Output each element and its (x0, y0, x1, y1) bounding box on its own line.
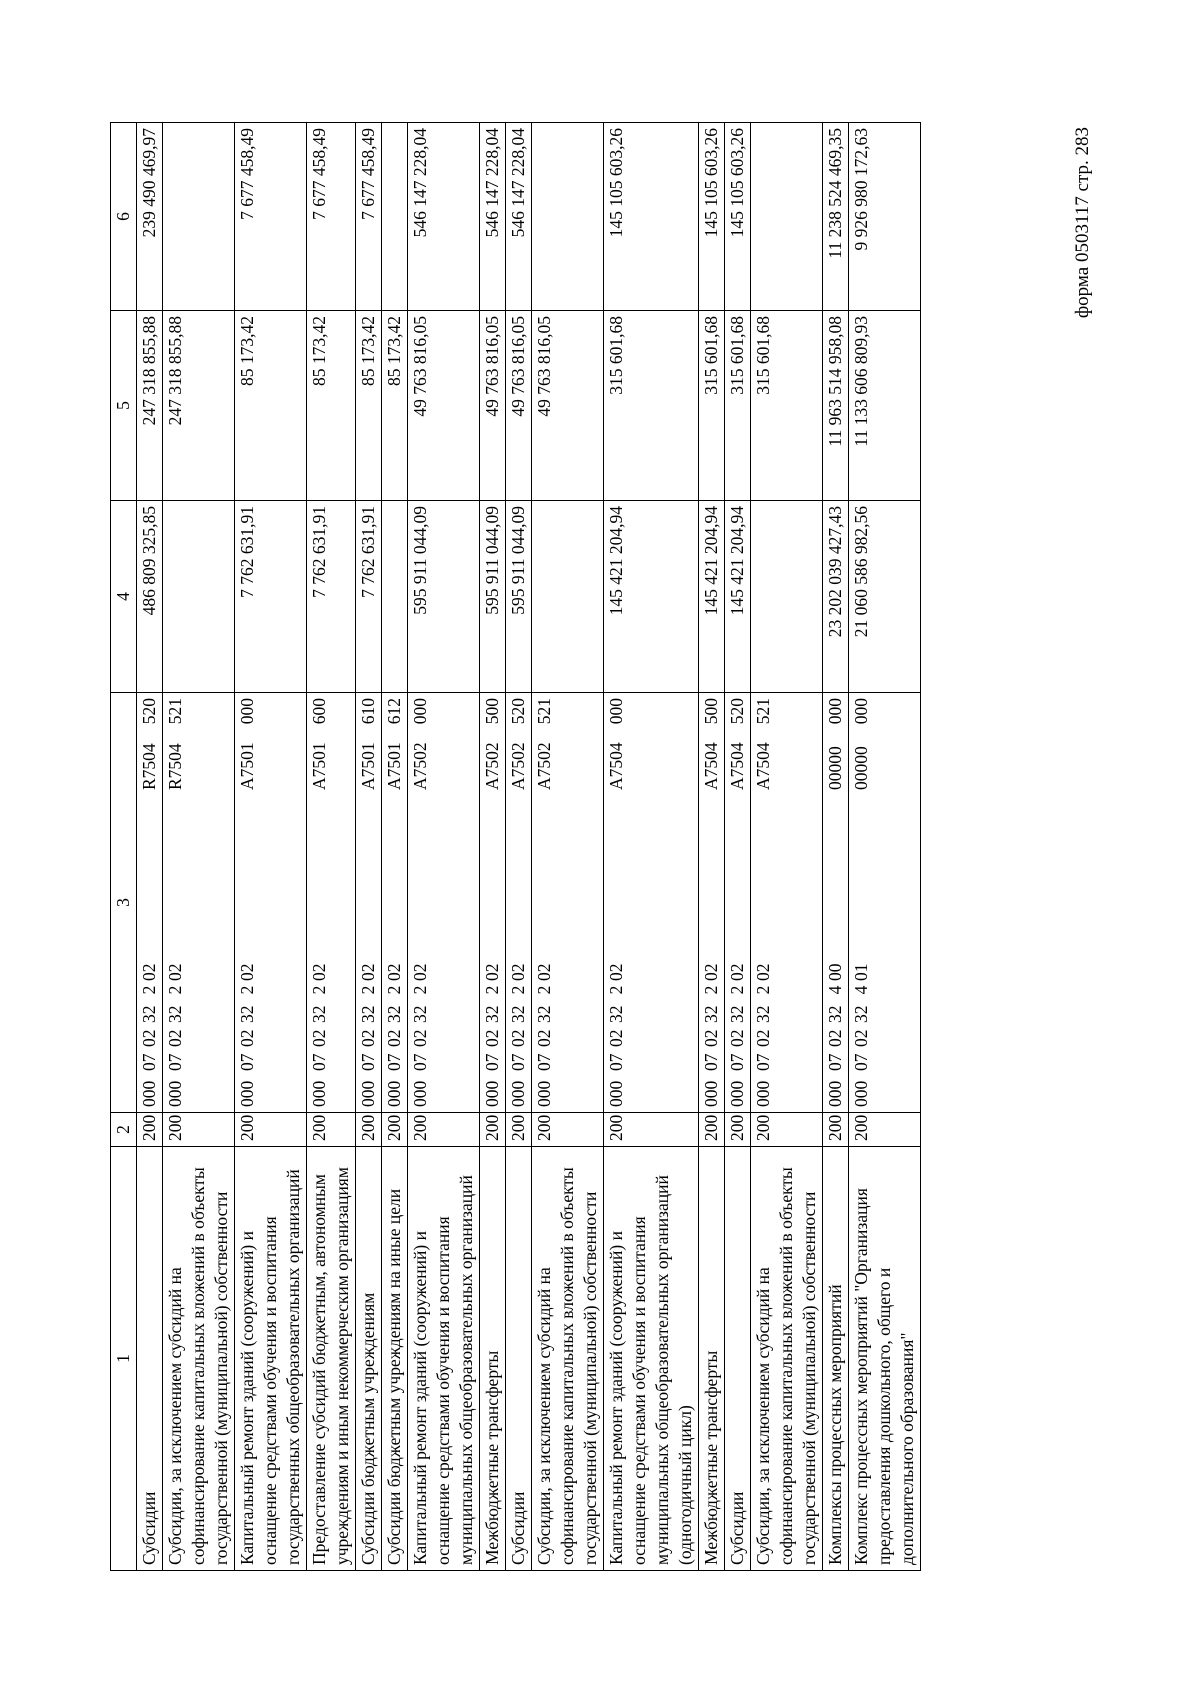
budget-code-part: 02 (165, 963, 185, 981)
budget-code-part: 02 (139, 1029, 159, 1047)
budget-code-part: 000 (309, 1080, 329, 1107)
row-name: Субсидии, за исключением субсидий на софинансирование капитальных вложений в объекты государственной (муниципальной) собственности (532, 1147, 604, 1571)
row-budget-code (532, 693, 604, 1113)
table-row (235, 123, 307, 1571)
row-line-code: 200 (751, 1113, 823, 1147)
budget-code-part: 02 (534, 1029, 554, 1047)
budget-code-part: 000 (410, 698, 430, 725)
budget-code-part: 000 (606, 1080, 626, 1107)
table-row (699, 123, 725, 1571)
row-line-code: 200 (163, 1113, 235, 1147)
budget-code-parts (481, 698, 504, 1107)
budget-code-part: 000 (825, 1080, 845, 1107)
budget-code-part: 000 (851, 698, 871, 725)
budget-code-part: A7501 (309, 742, 329, 790)
row-executed-amount: 85 173,42 (307, 311, 356, 501)
budget-code-part: 32 (701, 1005, 721, 1023)
budget-code-part: A7502 (534, 742, 554, 790)
table-row (356, 123, 382, 1571)
budget-code-part: 02 (753, 963, 773, 981)
budget-code-part: A7501 (384, 742, 404, 790)
row-unexecuted-amount: 7 677 458,49 (356, 123, 382, 311)
row-executed-amount: 315 601,68 (751, 311, 823, 501)
budget-code-part: 02 (851, 1029, 871, 1047)
budget-code-part: 02 (606, 1029, 626, 1047)
budget-code-part: R7504 (165, 743, 185, 790)
budget-code-part: 2 (165, 985, 185, 995)
row-budget-code (699, 693, 725, 1113)
budget-code-gap (700, 790, 723, 955)
budget-code-gap (236, 790, 259, 955)
row-line-code: 200 (532, 1113, 604, 1147)
budget-code-part: 02 (384, 1029, 404, 1047)
budget-code-parts (700, 698, 723, 1107)
row-executed-amount: 11 963 514 958,08 (823, 311, 849, 501)
budget-code-part: 01 (851, 963, 871, 981)
table-row (849, 123, 921, 1571)
table-row (506, 123, 532, 1571)
budget-code-part: A7504 (701, 742, 721, 790)
column-header: 2 (111, 1113, 137, 1147)
budget-code-part: 02 (309, 1029, 329, 1047)
budget-code-part: 000 (358, 1080, 378, 1107)
row-name: Субсидии (506, 1147, 532, 1571)
budget-code-parts (357, 698, 380, 1107)
budget-code-part: 07 (165, 1053, 185, 1071)
row-executed-amount: 49 763 816,05 (506, 311, 532, 501)
budget-code-part: 000 (825, 698, 845, 725)
budget-code-part: 32 (851, 1005, 871, 1023)
report-table (110, 122, 921, 1571)
budget-code-part: 07 (508, 1053, 528, 1071)
row-budget-code (408, 693, 480, 1113)
budget-code-part: 612 (384, 698, 404, 725)
budget-code-part: 07 (139, 1053, 159, 1071)
budget-code-gap (605, 790, 628, 955)
budget-code-part: 2 (508, 985, 528, 995)
budget-code-part: 000 (701, 1080, 721, 1107)
row-approved-amount: 21 060 586 982,56 (849, 501, 921, 693)
budget-code-parts (164, 698, 187, 1107)
table-row (163, 123, 235, 1571)
budget-code-part: 000 (410, 1080, 430, 1107)
budget-code-gap (164, 790, 187, 955)
budget-code-part: 520 (727, 698, 747, 725)
row-unexecuted-amount: 145 105 603,26 (604, 123, 699, 311)
row-approved-amount: 595 911 044,09 (506, 501, 532, 693)
budget-code-part: 02 (410, 1029, 430, 1047)
table-row (408, 123, 480, 1571)
budget-code-part: 2 (237, 985, 257, 995)
budget-code-part: 32 (482, 1005, 502, 1023)
budget-code-part: A7501 (358, 742, 378, 790)
budget-code-part: 000 (606, 698, 626, 725)
row-budget-code (235, 693, 307, 1113)
budget-code-part: 02 (237, 1029, 257, 1047)
budget-code-gap (308, 790, 331, 955)
budget-code-part: 000 (851, 1080, 871, 1107)
row-budget-code (849, 693, 921, 1113)
form-header: форма 0503117 стр. 283 (1072, 127, 1093, 319)
row-name: Комплексы процессных мероприятий (823, 1147, 849, 1571)
budget-code-part: 02 (482, 963, 502, 981)
budget-code-parts (138, 698, 161, 1107)
budget-code-part: 02 (606, 963, 626, 981)
budget-code-part: 02 (701, 963, 721, 981)
budget-code-part: 2 (482, 985, 502, 995)
row-executed-amount: 85 173,42 (356, 311, 382, 501)
row-approved-amount: 486 809 325,85 (137, 501, 163, 693)
budget-code-part: 07 (753, 1053, 773, 1071)
budget-code-part: A7504 (606, 742, 626, 790)
budget-code-part: 000 (534, 1080, 554, 1107)
row-executed-amount: 49 763 816,05 (480, 311, 506, 501)
row-name: Предоставление субсидий бюджетным, автономным учреждениям и иным некоммерческим организациям (307, 1147, 356, 1571)
budget-code-part: 000 (753, 1080, 773, 1107)
row-budget-code (382, 693, 408, 1113)
budget-code-gap (481, 790, 504, 955)
budget-code-part: 000 (384, 1080, 404, 1107)
budget-code-part: 07 (358, 1053, 378, 1071)
budget-code-part: 00000 (851, 746, 871, 790)
column-header: 4 (111, 501, 137, 693)
row-approved-amount: 7 762 631,91 (307, 501, 356, 693)
budget-code-gap (383, 790, 406, 955)
budget-code-part: 02 (358, 963, 378, 981)
row-executed-amount: 49 763 816,05 (408, 311, 480, 501)
row-line-code: 200 (408, 1113, 480, 1147)
budget-code-gap (138, 790, 161, 955)
budget-code-part: 32 (534, 1005, 554, 1023)
budget-code-parts (850, 698, 873, 1107)
budget-code-part: 02 (237, 963, 257, 981)
row-executed-amount: 85 173,42 (235, 311, 307, 501)
budget-code-part: 02 (410, 963, 430, 981)
row-line-code: 200 (356, 1113, 382, 1147)
row-line-code: 200 (235, 1113, 307, 1147)
budget-code-part: 07 (825, 1053, 845, 1071)
row-line-code: 200 (823, 1113, 849, 1147)
row-approved-amount: 595 911 044,09 (408, 501, 480, 693)
budget-code-part: 000 (727, 1080, 747, 1107)
row-line-code: 200 (604, 1113, 699, 1147)
row-budget-code (604, 693, 699, 1113)
row-executed-amount: 247 318 855,88 (137, 311, 163, 501)
budget-code-gap (726, 790, 749, 955)
row-approved-amount: 145 421 204,94 (604, 501, 699, 693)
column-header: 1 (111, 1147, 137, 1571)
row-name: Межбюджетные трансферты (699, 1147, 725, 1571)
budget-code-part: A7504 (727, 742, 747, 790)
row-name: Субсидии бюджетным учреждениям на иные цели (382, 1147, 408, 1571)
budget-code-part: 000 (482, 1080, 502, 1107)
row-unexecuted-amount (532, 123, 604, 311)
budget-code-part: 2 (410, 985, 430, 995)
budget-code-part: 4 (851, 985, 871, 995)
row-line-code: 200 (506, 1113, 532, 1147)
budget-code-part: 2 (309, 985, 329, 995)
row-executed-amount: 85 173,42 (382, 311, 408, 501)
budget-code-part: 07 (851, 1053, 871, 1071)
row-budget-code (356, 693, 382, 1113)
budget-code-parts (409, 698, 432, 1107)
budget-code-part: 00000 (825, 746, 845, 790)
row-budget-code (307, 693, 356, 1113)
budget-code-part: 32 (727, 1005, 747, 1023)
budget-code-part: 02 (701, 1029, 721, 1047)
row-line-code: 200 (307, 1113, 356, 1147)
row-name: Субсидии (137, 1147, 163, 1571)
budget-code-part: A7504 (753, 742, 773, 790)
budget-code-part: 02 (384, 963, 404, 981)
budget-code-part: 07 (410, 1053, 430, 1071)
budget-code-part: 600 (309, 698, 329, 725)
row-unexecuted-amount: 145 105 603,26 (725, 123, 751, 311)
row-budget-code (137, 693, 163, 1113)
column-header: 3 (111, 693, 137, 1113)
budget-code-part: 520 (139, 698, 159, 725)
budget-code-part: 2 (358, 985, 378, 995)
table-row (823, 123, 849, 1571)
row-unexecuted-amount: 11 238 524 469,35 (823, 123, 849, 311)
row-unexecuted-amount: 7 677 458,49 (235, 123, 307, 311)
row-line-code: 200 (137, 1113, 163, 1147)
column-header: 6 (111, 123, 137, 311)
budget-code-part: 32 (237, 1005, 257, 1023)
row-line-code: 200 (699, 1113, 725, 1147)
row-executed-amount: 315 601,68 (699, 311, 725, 501)
budget-code-part: 2 (139, 985, 159, 995)
row-approved-amount: 7 762 631,91 (356, 501, 382, 693)
row-budget-code (751, 693, 823, 1113)
row-budget-code (163, 693, 235, 1113)
budget-code-gap (824, 790, 847, 955)
row-budget-code (823, 693, 849, 1113)
budget-code-gap (850, 790, 873, 955)
budget-code-part: 02 (753, 1029, 773, 1047)
table-row (480, 123, 506, 1571)
budget-code-part: 521 (165, 698, 185, 725)
row-unexecuted-amount: 239 490 469,97 (137, 123, 163, 311)
budget-code-parts (726, 698, 749, 1107)
row-approved-amount (751, 501, 823, 693)
budget-code-part: 02 (358, 1029, 378, 1047)
row-name: Капитальный ремонт зданий (сооружений) и оснащение средствами обучения и воспитания государственных общеобразовательных организаций (235, 1147, 307, 1571)
row-unexecuted-amount: 546 147 228,04 (480, 123, 506, 311)
budget-code-part: 07 (701, 1053, 721, 1071)
budget-code-part: A7502 (508, 742, 528, 790)
budget-code-part: 00 (825, 963, 845, 981)
budget-code-part: 02 (508, 963, 528, 981)
budget-code-part: 2 (727, 985, 747, 995)
budget-code-part: 2 (534, 985, 554, 995)
budget-code-part: 2 (701, 985, 721, 995)
budget-code-part: 32 (825, 1005, 845, 1023)
table-row (382, 123, 408, 1571)
table-row (532, 123, 604, 1571)
budget-code-part: 02 (482, 1029, 502, 1047)
budget-code-part: 32 (309, 1005, 329, 1023)
row-line-code: 200 (382, 1113, 408, 1147)
budget-code-parts (752, 698, 775, 1107)
row-unexecuted-amount: 546 147 228,04 (506, 123, 532, 311)
row-name: Комплекс процессных мероприятий "Организация предоставления дошкольного, общего и дополнительного образования" (849, 1147, 921, 1571)
budget-code-part: 4 (825, 985, 845, 995)
row-approved-amount: 145 421 204,94 (699, 501, 725, 693)
budget-code-part: 02 (727, 963, 747, 981)
row-unexecuted-amount (382, 123, 408, 311)
row-unexecuted-amount: 145 105 603,26 (699, 123, 725, 311)
row-budget-code (480, 693, 506, 1113)
table-row (725, 123, 751, 1571)
row-approved-amount: 145 421 204,94 (725, 501, 751, 693)
row-executed-amount: 247 318 855,88 (163, 311, 235, 501)
budget-code-part: 07 (606, 1053, 626, 1071)
table-row (307, 123, 356, 1571)
row-name: Капитальный ремонт зданий (сооружений) и оснащение средствами обучения и воспитания муниципальных общеобразовательных организаций (одногодичный цикл) (604, 1147, 699, 1571)
row-name: Субсидии, за исключением субсидий на софинансирование капитальных вложений в объекты государственной (муниципальной) собственности (163, 1147, 235, 1571)
row-approved-amount (532, 501, 604, 693)
budget-code-part: 32 (753, 1005, 773, 1023)
row-unexecuted-amount: 9 926 980 172,63 (849, 123, 921, 311)
budget-code-part: 500 (482, 698, 502, 725)
row-executed-amount: 315 601,68 (725, 311, 751, 501)
budget-code-part: 07 (237, 1053, 257, 1071)
budget-code-gap (533, 790, 556, 955)
row-approved-amount: 595 911 044,09 (480, 501, 506, 693)
row-name: Субсидии бюджетным учреждениям (356, 1147, 382, 1571)
budget-code-part: 000 (237, 1080, 257, 1107)
budget-code-gap (357, 790, 380, 955)
rotated-page (0, 107, 1130, 1697)
budget-code-part: 07 (309, 1053, 329, 1071)
budget-code-parts (308, 698, 331, 1107)
budget-code-part: 000 (508, 1080, 528, 1107)
row-approved-amount (382, 501, 408, 693)
budget-code-gap (752, 790, 775, 955)
budget-code-part: 32 (384, 1005, 404, 1023)
budget-code-part: 07 (534, 1053, 554, 1071)
budget-code-part: 02 (534, 963, 554, 981)
budget-code-part: 02 (825, 1029, 845, 1047)
row-unexecuted-amount (163, 123, 235, 311)
budget-code-part: 000 (165, 1080, 185, 1107)
row-line-code: 200 (849, 1113, 921, 1147)
budget-code-part: 520 (508, 698, 528, 725)
row-approved-amount: 7 762 631,91 (235, 501, 307, 693)
budget-code-part: 32 (508, 1005, 528, 1023)
row-executed-amount: 11 133 606 809,93 (849, 311, 921, 501)
budget-code-part: A7501 (237, 742, 257, 790)
budget-code-part: 02 (508, 1029, 528, 1047)
budget-code-parts (236, 698, 259, 1107)
budget-code-parts (605, 698, 628, 1107)
table-row (604, 123, 699, 1571)
budget-code-part: 2 (753, 985, 773, 995)
table-row (137, 123, 163, 1571)
budget-code-part: 32 (606, 1005, 626, 1023)
budget-code-part: 610 (358, 698, 378, 725)
budget-code-gap (507, 790, 530, 955)
budget-code-gap (409, 790, 432, 955)
row-name: Капитальный ремонт зданий (сооружений) и оснащение средствами обучения и воспитания муниципальных общеобразовательных организаций (408, 1147, 480, 1571)
row-name: Межбюджетные трансферты (480, 1147, 506, 1571)
table-body (137, 123, 921, 1571)
budget-code-part: 521 (534, 698, 554, 725)
budget-code-part: 07 (384, 1053, 404, 1071)
row-name: Субсидии (725, 1147, 751, 1571)
budget-code-part: A7502 (482, 742, 502, 790)
row-executed-amount: 315 601,68 (604, 311, 699, 501)
budget-code-part: 521 (753, 698, 773, 725)
budget-code-part: 07 (727, 1053, 747, 1071)
budget-code-part: 02 (165, 1029, 185, 1047)
column-header: 5 (111, 311, 137, 501)
budget-code-part: 2 (384, 985, 404, 995)
row-unexecuted-amount: 546 147 228,04 (408, 123, 480, 311)
row-budget-code (725, 693, 751, 1113)
budget-code-part: 000 (139, 1080, 159, 1107)
budget-code-part: 32 (139, 1005, 159, 1023)
budget-code-part: 32 (358, 1005, 378, 1023)
budget-code-part: 2 (606, 985, 626, 995)
budget-code-parts (507, 698, 530, 1107)
budget-code-part: 07 (482, 1053, 502, 1071)
row-approved-amount (163, 501, 235, 693)
header-row (111, 123, 137, 1571)
budget-code-part: 32 (410, 1005, 430, 1023)
budget-code-parts (824, 698, 847, 1107)
budget-code-part: 02 (139, 963, 159, 981)
budget-code-part: 32 (165, 1005, 185, 1023)
row-executed-amount: 49 763 816,05 (532, 311, 604, 501)
budget-code-part: 500 (701, 698, 721, 725)
budget-code-part: 02 (309, 963, 329, 981)
row-unexecuted-amount: 7 677 458,49 (307, 123, 356, 311)
budget-code-parts (383, 698, 406, 1107)
budget-code-part: R7504 (139, 743, 159, 790)
row-line-code: 200 (725, 1113, 751, 1147)
budget-code-part: A7502 (410, 742, 430, 790)
table-row (751, 123, 823, 1571)
row-name: Субсидии, за исключением субсидий на софинансирование капитальных вложений в объекты государственной (муниципальной) собственности (751, 1147, 823, 1571)
row-budget-code (506, 693, 532, 1113)
row-line-code: 200 (480, 1113, 506, 1147)
budget-code-part: 000 (237, 698, 257, 725)
row-approved-amount: 23 202 039 427,43 (823, 501, 849, 693)
row-unexecuted-amount (751, 123, 823, 311)
budget-code-parts (533, 698, 556, 1107)
budget-code-part: 02 (727, 1029, 747, 1047)
